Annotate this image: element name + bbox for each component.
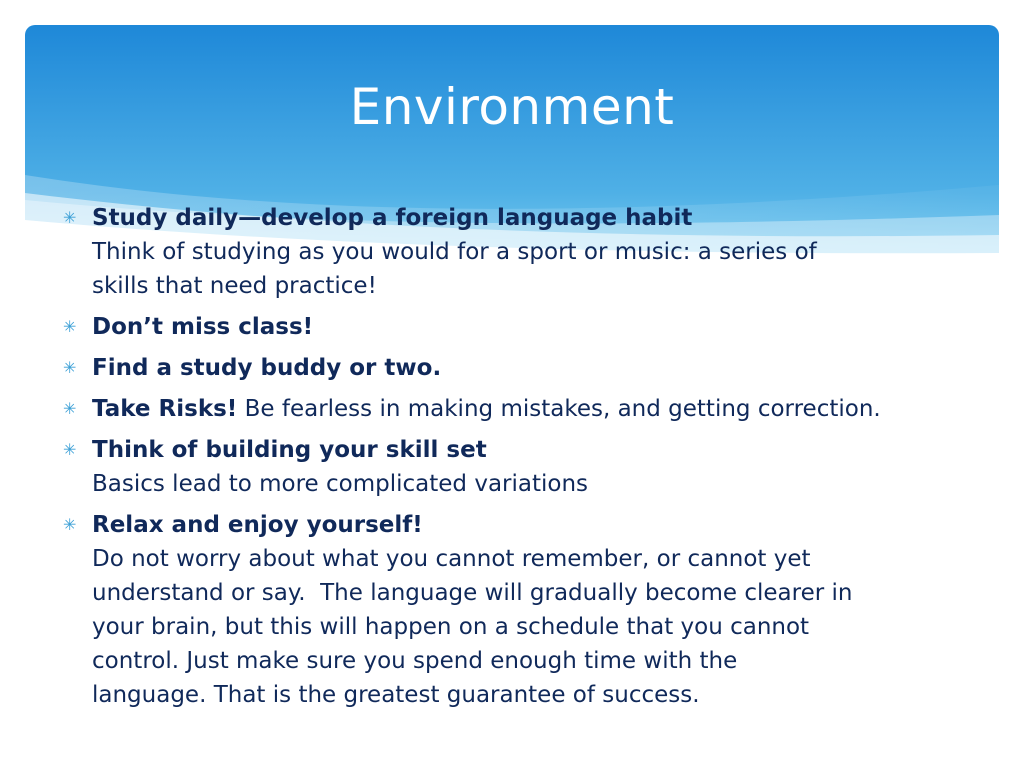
bullet-heading: Find a study buddy or two.	[92, 355, 442, 381]
bullet-item	[62, 392, 982, 426]
bullet-text-line: your brain, but this will happen on a schedule that you cannot	[92, 614, 810, 640]
bullet-heading: Think of building your skill set	[92, 437, 487, 463]
bullet-heading: Study daily—develop a foreign language habit	[92, 205, 693, 231]
bullet-item	[62, 351, 982, 385]
bullet-text-line: skills that need practice!	[92, 273, 377, 299]
asterisk-icon: ✳	[63, 208, 77, 227]
asterisk-icon: ✳	[63, 515, 77, 534]
bullet-text-line: understand or say. The language will gradually become clearer in	[92, 580, 853, 606]
bullet-heading: Relax and enjoy yourself!	[92, 512, 423, 538]
bullet-heading: Don’t miss class!	[92, 314, 314, 340]
bullet-inline-text: Be fearless in making mistakes, and getting correction.	[237, 396, 881, 422]
asterisk-icon: ✳	[63, 358, 77, 377]
bullet-item	[62, 201, 982, 303]
bullet-text-line: language. That is the greatest guarantee of success.	[92, 682, 700, 708]
asterisk-icon: ✳	[63, 317, 77, 336]
asterisk-icon: ✳	[63, 399, 77, 418]
bullet-heading: Take Risks!	[92, 396, 238, 422]
bullet-text-line: Think of studying as you would for a sport or music: a series of	[92, 239, 817, 265]
bullet-item	[62, 310, 982, 344]
bullet-item	[62, 433, 982, 501]
asterisk-icon: ✳	[63, 440, 77, 459]
bullet-text-line: control. Just make sure you spend enough time with the	[92, 648, 738, 674]
bullet-item	[62, 508, 982, 712]
bullet-text-line: Do not worry about what you cannot remember, or cannot yet	[92, 546, 811, 572]
bullet-text-line: Basics lead to more complicated variations	[92, 471, 589, 497]
slide-title: Environment	[349, 78, 675, 136]
bullet-list	[62, 201, 982, 719]
